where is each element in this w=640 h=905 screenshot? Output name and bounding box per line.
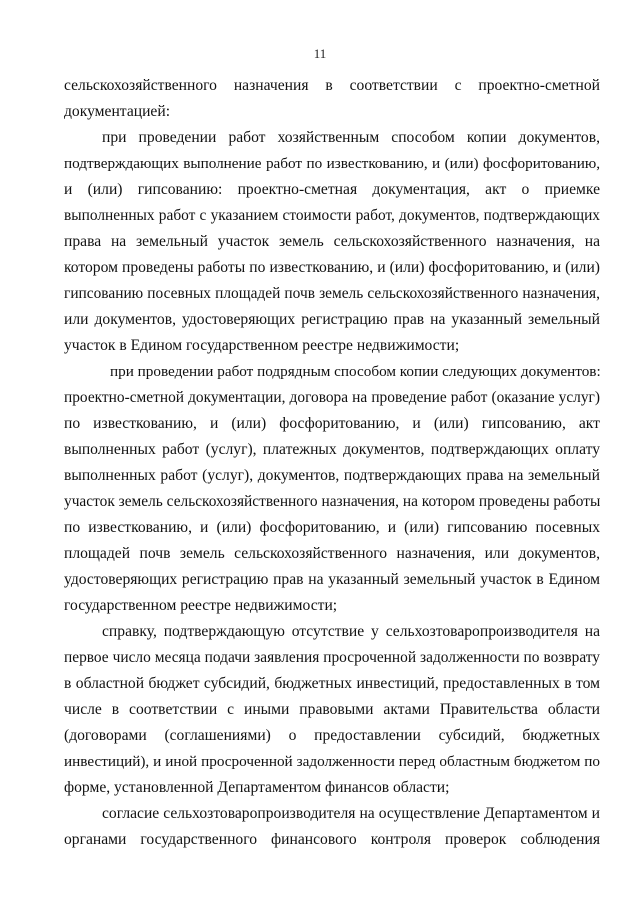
- paragraph-first-line: при проведении работ хозяйственным способом копии документов,: [102, 129, 600, 146]
- text-line: права на земельный участок земель сельскохозяйственного назначения, на: [64, 233, 600, 250]
- text-line: в областной бюджет субсидий, бюджетных инвестиций, предоставленных в том: [64, 675, 600, 692]
- text-line: форме, установленной Департаментом финансов области;: [64, 779, 450, 796]
- text-line: числе в соответствии с иными правовыми актами Правительства области: [64, 701, 600, 718]
- text-line: государственном реестре недвижимости;: [64, 597, 338, 614]
- text-line: по известкованию, и (или) фосфоритованию, и (или) гипсованию, акт: [64, 415, 600, 432]
- text-line: сельскохозяйственного назначения в соответствии с проектно-сметной: [64, 77, 600, 94]
- text-line: (договорами (соглашениями) о предоставлении субсидий, бюджетных: [64, 727, 600, 744]
- text-line: участок земель сельскохозяйственного назначения, на котором проведены работы: [64, 493, 601, 510]
- text-line: выполненных работ (услуг), платежных документов, подтверждающих оплату: [64, 441, 600, 458]
- text-line: и (или) гипсованию: проектно-сметная документация, акт о приемке: [64, 181, 600, 198]
- paragraph-first-line: при проведении работ подрядным способом копии следующих документов:: [110, 363, 601, 380]
- text-line: органами государственного финансового контроля проверок соблюдения: [64, 831, 600, 848]
- page-number: 11: [313, 46, 327, 61]
- paragraph-first-line: справку, подтверждающую отсутствие у сельхозтоваропроизводителя на: [102, 623, 600, 640]
- text-line: выполненных работ (услуг), документов, подтверждающих права на земельный: [64, 467, 600, 484]
- text-line: площадей почв земель сельскохозяйственного назначения, или документов,: [64, 545, 600, 562]
- text-line: участок в Едином государственном реестре недвижимости;: [64, 337, 460, 354]
- text-line: инвестиций), и иной просроченной задолженности перед областным бюджетом по: [64, 753, 600, 770]
- text-line: первое число месяца подачи заявления просроченной задолженности по возврату: [64, 649, 600, 666]
- text-line: подтверждающих выполнение работ по известкованию, и (или) фосфоритованию,: [64, 155, 600, 172]
- text-line: по известкованию, и (или) фосфоритованию, и (или) гипсованию посевных: [64, 519, 600, 536]
- text-line: удостоверяющих регистрацию прав на указанный земельный участок в Едином: [64, 571, 600, 588]
- text-line: котором проведены работы по известкованию, и (или) фосфоритованию, и (или): [64, 259, 600, 276]
- text-line: или документов, удостоверяющих регистрацию прав на указанный земельный: [64, 311, 600, 328]
- text-line: гипсованию посевных площадей почв земель сельскохозяйственного назначения,: [64, 285, 600, 302]
- text-line: проектно-сметной документации, договора на проведение работ (оказание услуг): [64, 389, 600, 406]
- text-line: выполненных работ с указанием стоимости работ, документов, подтверждающих: [64, 207, 600, 224]
- paragraph-first-line: согласие сельхозтоваропроизводителя на осуществление Департаментом и: [102, 805, 600, 822]
- text-line: документацией:: [64, 103, 171, 120]
